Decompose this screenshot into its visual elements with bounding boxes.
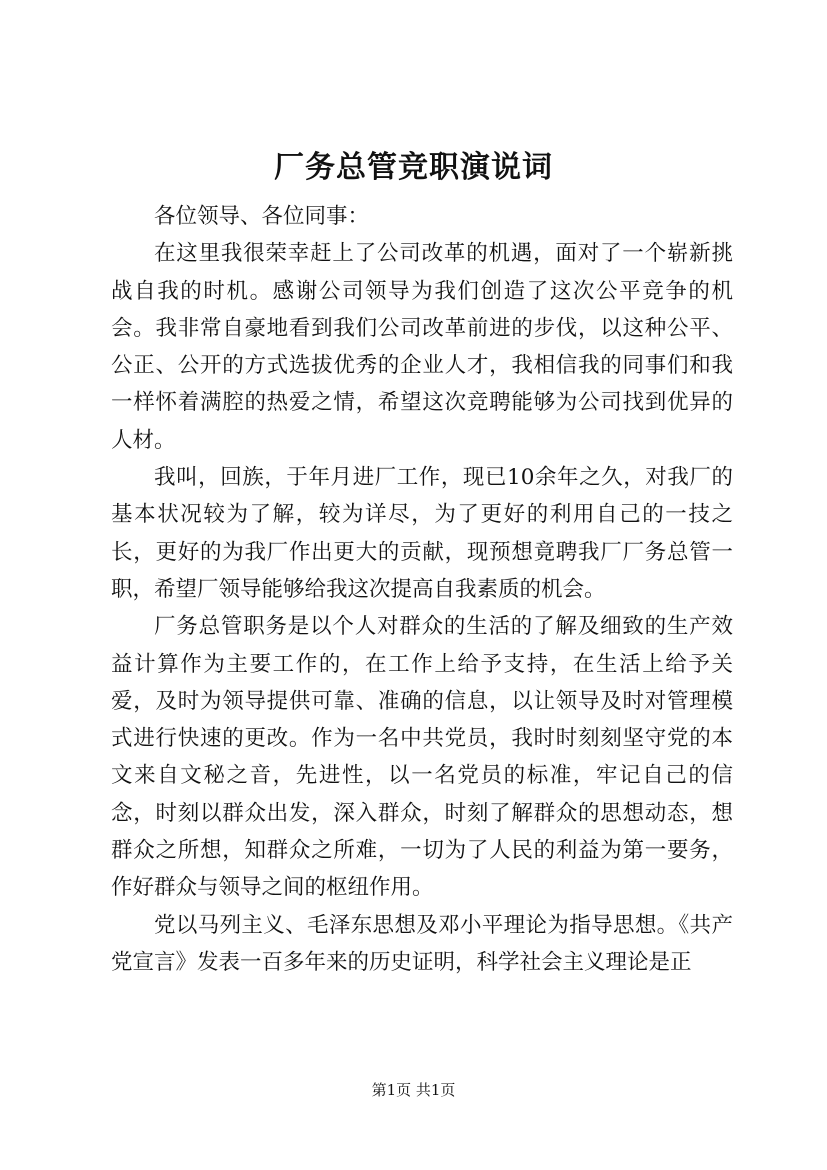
paragraph-3: 厂务总管职务是以个人对群众的生活的了解及细致的生产效益计算作为主要工作的，在工作上给予支持，在生活上给予关爱，及时为领导提供可靠、准确的信息，以让领导及时对管理模式进行快速的更改。作为一名中共党员，我时时刻刻坚守党的本文来自文秘之音，先进性，以一名党员的标准，牢记自己的信念，时刻以群众出发，深入群众，时刻了解群众的思想动态，想群众之所想，知群众之所难，一切为了人民的利益为第一要务，作好群众与领导之间的枢纽作用。 <box>111 614 733 901</box>
greeting: 各位领导、各位同事： <box>154 204 370 229</box>
document-title: 厂务总管竞职演说词 <box>274 150 553 185</box>
paragraph-1: 在这里我很荣幸赶上了公司改革的机遇，面对了一个崭新挑战自我的时机。感谢公司领导为我们创造了这次公平竞争的机会。我非常自豪地看到我们公司改革前进的步伐，以这种公平、公正、公开的方式选拔优秀的企业人才，我相信我的同事们和我一样怀着满腔的热爱之情，希望这次竞聘能够为公司找到优异的人材。 <box>111 241 733 453</box>
paragraph-4: 党以马列主义、毛泽东思想及邓小平理论为指导思想。《共产党宣言》发表一百多年来的历史证明，科学社会主义理论是正 <box>111 912 733 975</box>
paragraph-2: 我叫，回族，于年月进厂工作，现已10余年之久，对我厂的基本状况较为了解，较为详尽，为了更好的利用自己的一技之长，更好的为我厂作出更大的贡献，现预想竟聘我厂厂务总管一职，希望厂领导能够给我这次提高自我素质的机会。 <box>111 465 733 602</box>
page-footer: 第1页 共1页 <box>371 1081 456 1099</box>
document-body <box>111 198 733 981</box>
